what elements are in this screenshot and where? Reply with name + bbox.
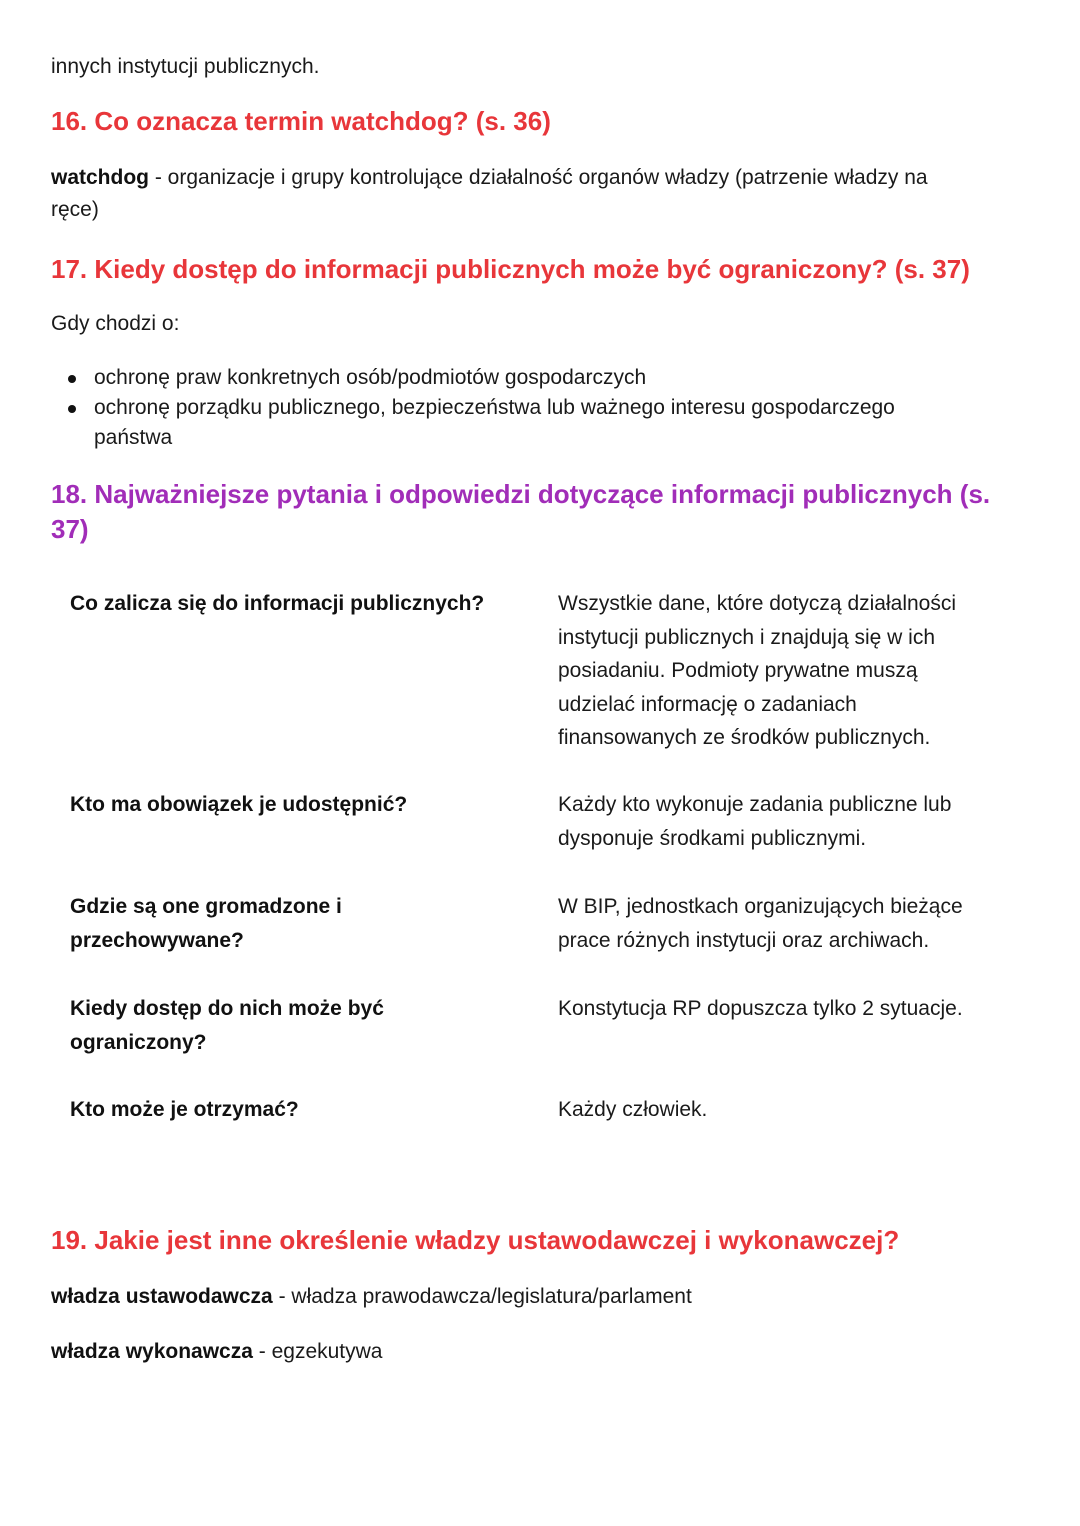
bullet-item: ochronę porządku publicznego, bezpieczeństwa lub ważnego interesu gospodarczego państwa: [51, 393, 1031, 453]
section-16-heading: 16. Co oznacza termin watchdog? (s. 36): [51, 106, 551, 136]
term-executive: władza wykonawcza: [51, 1340, 253, 1363]
definition-line-1: organizacje i grupy kontrolujące działalność organów władzy (patrzenie władzy na: [167, 166, 928, 189]
section-16-definition-cont: ręce): [51, 198, 99, 221]
section-17-bullet-list: [51, 363, 1031, 453]
section-17-heading: 17. Kiedy dostęp do informacji publicznych może być ograniczony? (s. 37): [51, 254, 970, 284]
section-18-heading-line-2: 37): [51, 514, 89, 544]
qa-question: Gdzie są one gromadzone i przechowywane?: [70, 895, 342, 952]
section-17-lead: Gdy chodzi o:: [51, 312, 180, 335]
term-legislative: władza ustawodawcza: [51, 1285, 273, 1308]
term-watchdog: watchdog: [51, 166, 149, 189]
qa-answer: Każdy człowiek.: [558, 1098, 708, 1121]
qa-question: Kiedy dostęp do nich może być ograniczony?: [70, 997, 384, 1054]
section-19-heading: 19. Jakie jest inne określenie władzy ustawodawczej i wykonawczej?: [51, 1225, 900, 1255]
qa-question: Kto ma obowiązek je udostępnić?: [70, 793, 408, 816]
qa-answer: Konstytucja RP dopuszcza tylko 2 sytuacje.: [558, 997, 963, 1020]
qa-question: Co zalicza się do informacji publicznych?: [70, 592, 485, 615]
separator: -: [149, 166, 168, 189]
intro-text: innych instytucji publicznych.: [51, 55, 320, 78]
section-19-item-executive: władza wykonawcza - egzekutywa: [51, 1340, 383, 1363]
section-16-definition: [51, 162, 1031, 194]
definition-executive: egzekutywa: [271, 1340, 383, 1363]
qa-question: Kto może je otrzymać?: [70, 1098, 299, 1121]
qa-answer: Wszystkie dane, które dotyczą działalności instytucji publicznych i znajdują się w ich posiadaniu. Podmioty prywatne muszą udzielać informację o zadaniach finansowanych ze środków publicznych.: [558, 592, 957, 749]
section-19-item-legislative: władza ustawodawcza - władza prawodawcza/legislatura/parlament: [51, 1285, 692, 1308]
qa-answer: Każdy kto wykonuje zadania publiczne lub dysponuje środkami publicznymi.: [558, 793, 952, 850]
definition-legislative: władza prawodawcza/legislatura/parlament: [291, 1285, 692, 1308]
qa-answer: W BIP, jednostkach organizujących bieżące prace różnych instytucji oraz archiwach.: [558, 895, 963, 952]
section-18-heading-line-1: 18. Najważniejsze pytania i odpowiedzi dotyczące informacji publicznych (s.: [51, 479, 991, 509]
bullet-item: ochronę praw konkretnych osób/podmiotów gospodarczych: [51, 363, 1031, 393]
